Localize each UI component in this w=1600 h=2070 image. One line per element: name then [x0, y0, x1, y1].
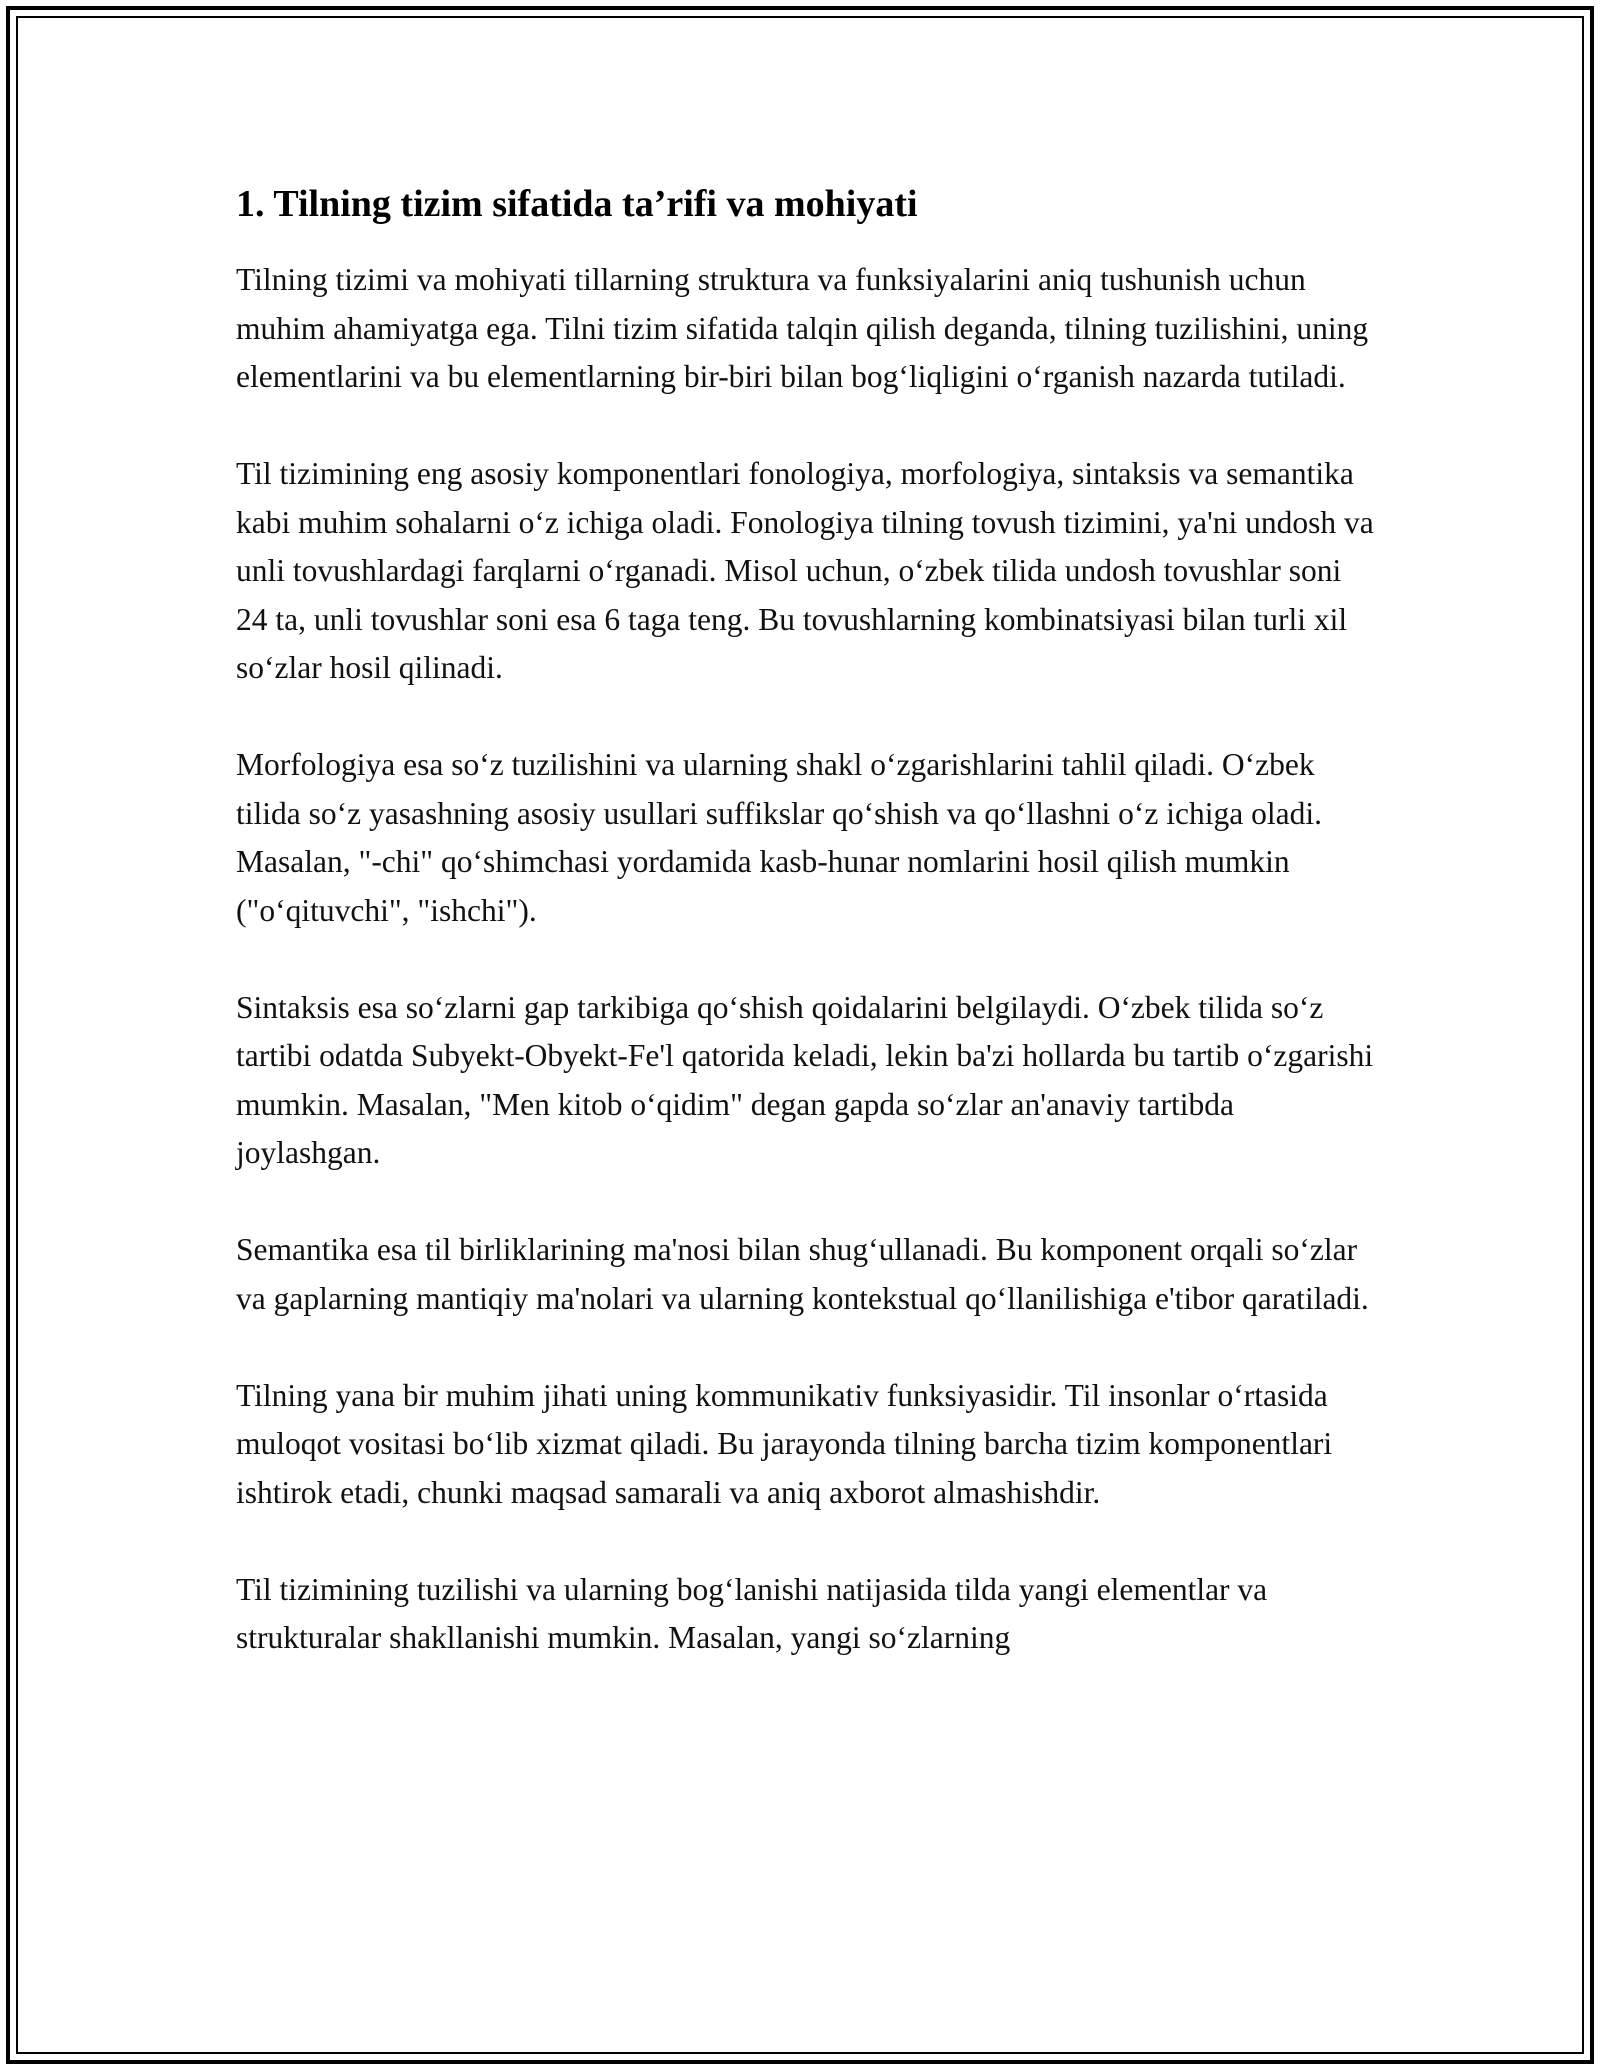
paragraph-communicative-function: Tilning yana bir muhim jihati uning kommunikativ funksiyasidir. Til insonlar o‘rtasida muloqot vositasi bo‘lib xizmat qiladi. Bu jarayonda tilning barcha tizim komponentlari ishtirok etadi, chunki maqsad samarali va aniq axborot almashishdir.: [236, 1377, 1333, 1510]
paragraph-structure-development: Til tizimining tuzilishi va ularning bog‘lanishi natijasida tilda yangi elementlar va strukturalar shakllanishi mumkin. Masalan, yangi so‘zlarning: [236, 1571, 1268, 1655]
document-page: [236, 180, 1376, 1711]
paragraph-syntax: Sintaksis esa so‘zlarni gap tarkibiga qo‘shish qoidalarini belgilaydi. O‘zbek tilida so‘z tartibi odatda Subyekt-Obyekt-Fe'l qatorida keladi, lekin ba'zi hollarda bu tartib o‘zgarishi mumkin. Masalan, "Men kitob o‘qidim" degan gapda so‘zlar an'anaviy tartibda joylashgan.: [236, 989, 1374, 1170]
paragraph-system-definition: Tilning tizimi va mohiyati tillarning struktura va funksiyalarini aniq tushunish uchun muhim ahamiyatga ega. Tilni tizim sifatida talqin qilish deganda, tilning tuzilishini, uning elementlarini va bu elementlarning bir-biri bilan bog‘liqligini o‘rganish nazarda tutiladi.: [236, 262, 1369, 394]
paragraph-phonology: Til tizimining eng asosiy komponentlari fonologiya, morfologiya, sintaksis va semantika kabi muhim sohalarni o‘z ichiga oladi. Fonologiya tilning tovush tizimini, ya'ni undosh va unli tovushlardagi farqlarni o‘rganadi. Misol uchun, o‘zbek tilida undosh tovushlar soni 24 ta, unli tovushlar soni esa 6 taga teng. Bu tovushlarning kombinatsiyasi bilan turli xil so‘zlar hosil qilinadi.: [236, 456, 1374, 685]
paragraph-morphology: Morfologiya esa so‘z tuzilishini va ularning shakl o‘zgarishlarini tahlil qiladi. O‘zbek tilida so‘z yasashning asosiy usullari suffikslar qo‘shish va qo‘llashni o‘z ichiga oladi. Masalan, "-chi" qo‘shimchasi yordamida kasb-hunar nomlarini hosil qilish mumkin ("o‘qituvchi", "ishchi").: [236, 747, 1322, 928]
paragraph-semantics: Semantika esa til birliklarining ma'nosi bilan shug‘ullanadi. Bu komponent orqali so‘zlar va gaplarning mantiqiy ma'nolari va ularning kontekstual qo‘llanilishiga e'tibor qaratiladi.: [236, 1232, 1369, 1316]
section-heading: 1. Tilning tizim sifatida ta’rifi va mohiyati: [236, 183, 918, 225]
